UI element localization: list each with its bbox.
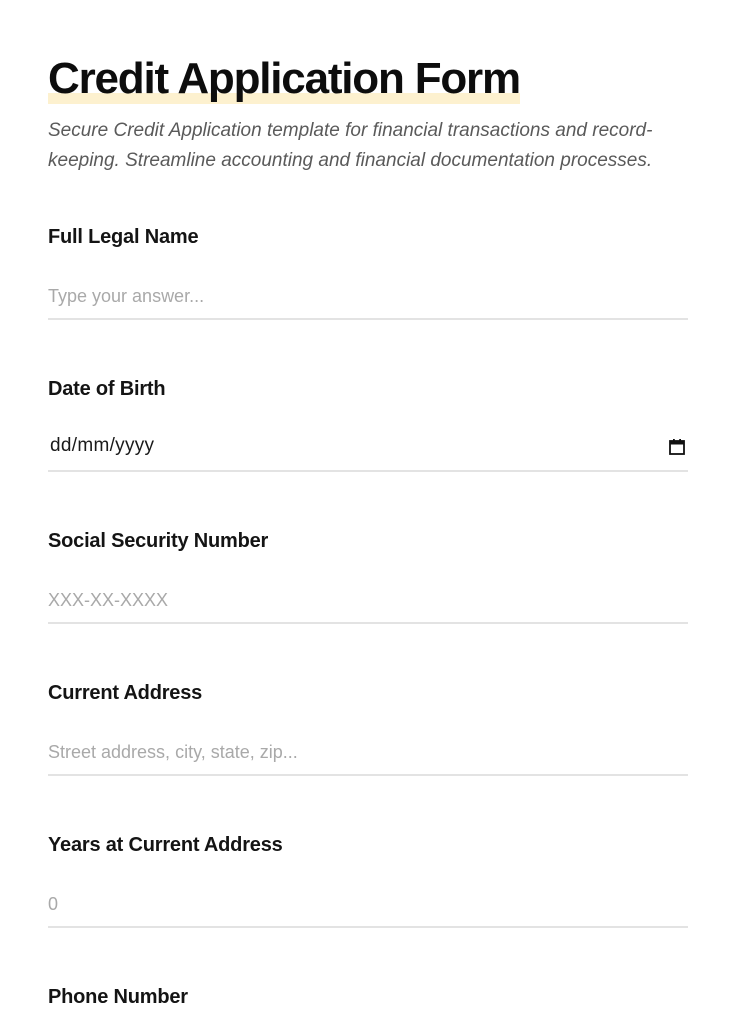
- address-field: [48, 680, 688, 776]
- ssn-field: [48, 528, 688, 624]
- years-label: Years at Current Address: [48, 834, 283, 856]
- full-name-input[interactable]: [48, 274, 688, 320]
- years-input[interactable]: [48, 882, 688, 928]
- years-field: [48, 832, 688, 928]
- ssn-input[interactable]: [48, 578, 688, 624]
- phone-label: Phone Number: [48, 986, 188, 1008]
- dob-label: Date of Birth: [48, 378, 166, 400]
- calendar-icon[interactable]: [668, 438, 686, 456]
- form-title: Credit Application Form: [48, 54, 520, 103]
- full-name-field: [48, 224, 688, 320]
- dob-input[interactable]: [48, 426, 688, 472]
- dob-format-text: dd/mm/yyyy: [50, 435, 155, 456]
- address-input[interactable]: [48, 730, 688, 776]
- address-label: Current Address: [48, 682, 203, 704]
- full-name-label: Full Legal Name: [48, 226, 199, 248]
- ssn-label: Social Security Number: [48, 530, 269, 552]
- dob-field: [48, 376, 688, 472]
- form-description: Secure Credit Application template for financial transactions and record-keeping. Streamline accounting and financial documentation processes.: [48, 120, 653, 171]
- form-title-wrap: [48, 54, 520, 104]
- phone-field: [48, 984, 688, 1010]
